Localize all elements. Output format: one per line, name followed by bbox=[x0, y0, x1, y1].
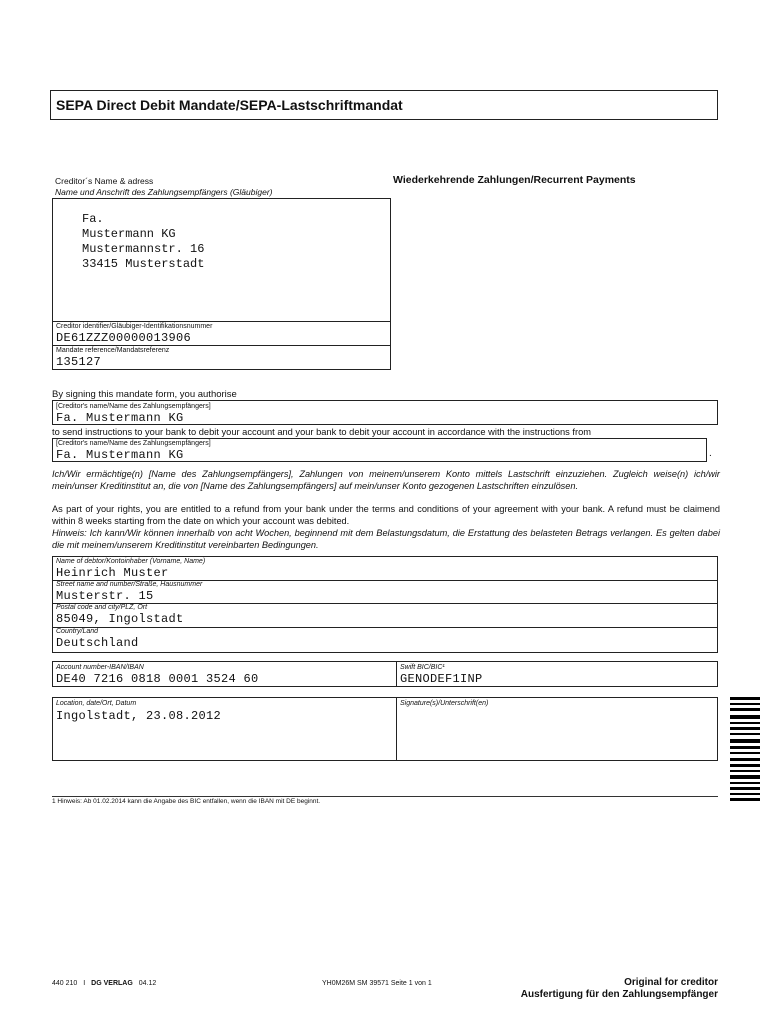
signature-label: Signature(s)/Unterschrift(en) bbox=[400, 700, 489, 707]
creditor-address bbox=[82, 212, 204, 272]
creditor-address-line: Mustermann KG bbox=[82, 227, 176, 241]
creditor-name-field-2 bbox=[52, 438, 707, 462]
debtor-street-label: Street name and number/Straße, Hausnummer bbox=[56, 581, 203, 588]
debtor-country-value: Deutschland bbox=[56, 636, 139, 650]
bic-label: Swift BIC/BIC¹ bbox=[400, 664, 445, 671]
rights-text-en: As part of your rights, you are entitled to a refund from your bank under the terms and conditions of your agreement with your bank. A refund must be claimend within 8 weeks starting from the date on which your account was debited. bbox=[52, 504, 720, 526]
creditor-name-value-2: Fa. Mustermann KG bbox=[56, 448, 184, 462]
debtor-box bbox=[52, 556, 718, 653]
creditor-name-label-2: [Creditor's name/Name des Zahlungsempfängers] bbox=[56, 440, 211, 447]
footer-page-info: YH0M26M SM 39571 Seite 1 von 1 bbox=[322, 980, 432, 987]
footer-copy-note: Ausfertigung für den Zahlungsempfänger bbox=[520, 989, 718, 1000]
footer-left bbox=[52, 980, 156, 987]
authorise-instructions: to send instructions to your bank to debit your account and your bank to debit your account in accordance with the instructions from bbox=[52, 427, 592, 437]
mandate-reference-value: 135127 bbox=[56, 355, 102, 369]
creditor-name-value-1: Fa. Mustermann KG bbox=[56, 411, 184, 425]
title-box bbox=[50, 90, 718, 120]
form-number: 440 210 bbox=[52, 980, 78, 987]
creditor-box bbox=[52, 198, 391, 370]
footnote-divider bbox=[52, 796, 718, 797]
signing-box bbox=[52, 697, 718, 761]
publisher-logo: DG VERLAG bbox=[91, 980, 133, 987]
debtor-name-value: Heinrich Muster bbox=[56, 566, 169, 580]
creditor-address-line: Fa. bbox=[82, 212, 104, 226]
debtor-postal-value: 85049, Ingolstadt bbox=[56, 612, 184, 626]
rights-text-de: Hinweis: Ich kann/Wir können innerhalb von acht Wochen, beginnend mit dem Belastungsdatum, die Erstattung des belasteten Betrags verlangen. Es gelten dabei die mit meinem/unserem Kreditinstitut vereinbarten Bedingungen. bbox=[52, 528, 720, 550]
creditor-name-label-1: [Creditor's name/Name des Zahlungsempfängers] bbox=[56, 403, 211, 410]
creditor-name-field-1 bbox=[52, 400, 718, 425]
location-date-label: Location, date/Ort, Datum bbox=[56, 700, 137, 707]
creditor-label-de: Name und Anschrift des Zahlungsempfängers (Gläubiger) bbox=[55, 187, 273, 197]
account-box bbox=[52, 661, 718, 687]
footer-separator: I bbox=[83, 980, 86, 987]
mandate-reference-label: Mandate reference/Mandatsreferenz bbox=[56, 347, 170, 354]
creditor-address-line: Mustermannstr. 16 bbox=[82, 242, 205, 256]
page-title: SEPA Direct Debit Mandate/SEPA-Lastschriftmandat bbox=[56, 97, 403, 113]
footnote-text: 1 Hinweis: Ab 01.02.2014 kann die Angabe des BIC entfallen, wenn die IBAN mit DE beginnt. bbox=[52, 798, 321, 805]
bic-value: GENODEF1INP bbox=[400, 672, 483, 686]
creditor-id-label: Creditor identifier/Gläubiger-Identifikationsnummer bbox=[56, 323, 213, 330]
edition-date: 04.12 bbox=[138, 980, 157, 987]
creditor-address-line: 33415 Musterstadt bbox=[82, 257, 205, 271]
debtor-name-label: Name of debtor/Kontoinhaber (Vorname, Name) bbox=[56, 558, 206, 565]
debtor-postal-label: Postal code and city/PLZ, Ort bbox=[56, 604, 148, 611]
creditor-id-value: DE61ZZZ00000013906 bbox=[56, 331, 192, 345]
debtor-street-value: Musterstr. 15 bbox=[56, 589, 154, 603]
recurrent-payments-heading: Wiederkehrende Zahlungen/Recurrent Payments bbox=[393, 174, 636, 186]
debtor-country-label: Country/Land bbox=[56, 628, 99, 635]
authorise-end-dot: . bbox=[709, 448, 712, 459]
authorise-intro: By signing this mandate form, you authorise bbox=[52, 389, 237, 400]
iban-value: DE40 7216 0818 0001 3524 60 bbox=[56, 672, 259, 686]
creditor-label-en: Creditor´s Name & adress bbox=[55, 176, 154, 186]
iban-label: Account number-IBAN/IBAN bbox=[56, 664, 144, 671]
location-date-value: Ingolstadt, 23.08.2012 bbox=[56, 709, 222, 723]
german-authorisation-text: Ich/Wir ermächtige(n) [Name des Zahlungsempfängers], Zahlungen von meinem/unserem Konto mittels Lastschrift einzuziehen. Zugleich weise(n) ich/wir mein/unser Kreditinstitut an, die von [Name des Zahlungsempfängers] auf mein/unser Konto gezogenen Lastschriften einzulösen. bbox=[52, 469, 720, 491]
footer-original-for-creditor: Original for creditor bbox=[624, 977, 718, 988]
